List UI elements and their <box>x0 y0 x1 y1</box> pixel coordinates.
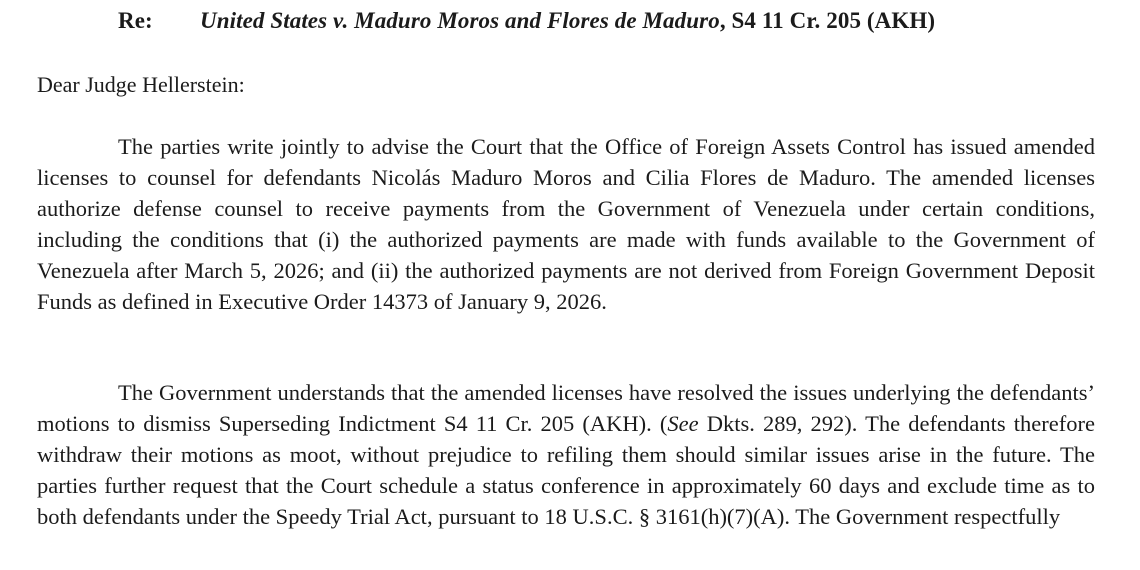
case-number: , S4 11 Cr. 205 (AKH) <box>719 8 936 33</box>
paragraph-motions <box>37 377 1095 532</box>
paragraph-licenses <box>37 131 1095 317</box>
citation-signal: See <box>667 411 699 436</box>
paragraph-text-before-citation: The Government understands that the amended licenses have resolved the issues underlying the defendants’ motions to dismiss Superseding Indictment S4 11 Cr. 205 (AKH). ( <box>37 380 1095 436</box>
re-line <box>118 8 935 34</box>
paragraph-text: The parties write jointly to advise the Court that the Office of Foreign Assets Control has issued amended licenses to counsel for defendants Nicolás Maduro Moros and Cilia Flores de Maduro. The amended licenses authorize defense counsel to receive payments from the Government of Venezuela under certain conditions, including the conditions that (i) the authorized payments are made with funds available to the Government of Venezuela after March 5, 2026; and (ii) the authorized payments are not derived from Foreign Government Deposit Funds as defined in Executive Order 14373 of January 9, 2026. <box>37 134 1095 314</box>
paragraph-text-after-citation: Dkts. 289, 292). The defendants therefore withdraw their motions as moot, without prejudice to refiling them should similar issues arise in the future. The parties further request that the Court schedule a status conference in approximately 60 days and exclude time as to both defendants under the Speedy Trial Act, pursuant to 18 U.S.C. § 3161(h)(7)(A). The Government respectfully <box>37 411 1095 529</box>
re-label: Re: <box>118 8 153 33</box>
case-caption: United States v. Maduro Moros and Flores de Maduro <box>200 8 720 33</box>
salutation: Dear Judge Hellerstein: <box>37 72 245 97</box>
